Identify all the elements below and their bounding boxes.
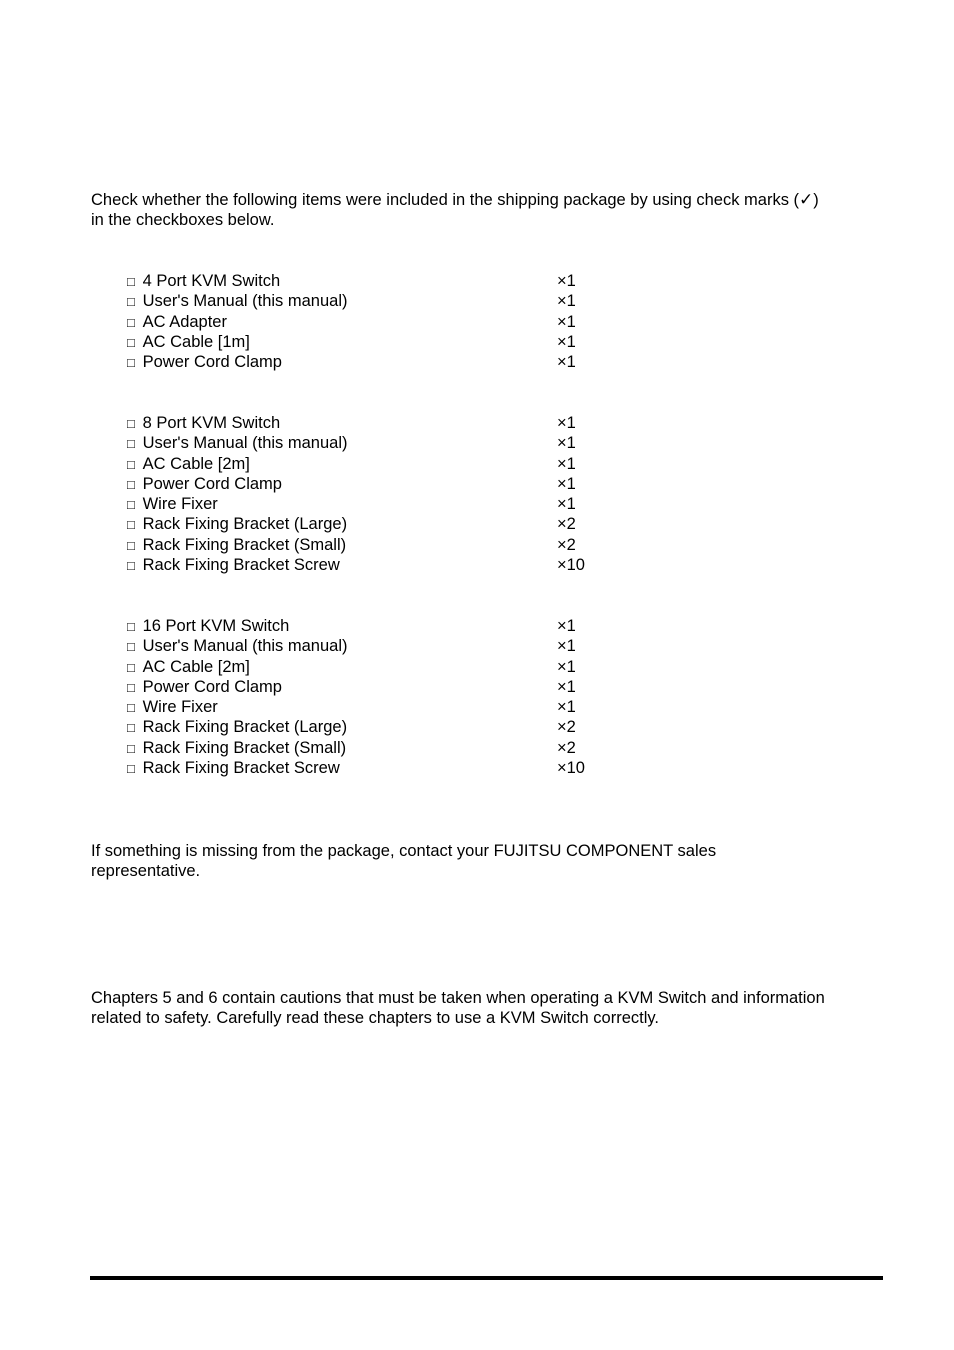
checkbox-icon[interactable]: □ xyxy=(127,314,135,330)
item-label: Rack Fixing Bracket (Large) xyxy=(142,718,348,737)
list-item[interactable] xyxy=(127,433,647,453)
checkbox-icon[interactable]: □ xyxy=(127,456,135,472)
list-item[interactable] xyxy=(127,758,647,778)
checkbox-icon[interactable]: □ xyxy=(127,619,135,634)
check-mark-icon: ✓ xyxy=(799,190,814,209)
checkbox-icon[interactable]: □ xyxy=(127,334,135,350)
item-quantity: ×10 xyxy=(557,759,585,778)
checkbox-icon[interactable]: □ xyxy=(127,436,135,452)
checkbox-icon[interactable]: □ xyxy=(127,558,135,574)
item-label: User's Manual (this manual) xyxy=(142,434,348,453)
item-quantity: ×1 xyxy=(557,414,576,432)
list-item[interactable] xyxy=(127,413,647,433)
list-item[interactable] xyxy=(127,271,647,291)
checkbox-icon[interactable]: □ xyxy=(127,416,135,431)
item-label: User's Manual (this manual) xyxy=(142,292,348,311)
item-label: AC Cable [2m] xyxy=(142,657,250,676)
item-quantity: ×1 xyxy=(557,474,576,493)
list-item[interactable] xyxy=(127,657,647,677)
item-label: 8 Port KVM Switch xyxy=(142,414,281,432)
item-label: 16 Port KVM Switch xyxy=(142,617,290,635)
checkbox-icon[interactable]: □ xyxy=(127,355,135,371)
item-quantity: ×1 xyxy=(557,637,576,656)
checkbox-icon[interactable]: □ xyxy=(127,476,135,492)
list-item[interactable] xyxy=(127,636,647,656)
list-item[interactable] xyxy=(127,474,647,494)
item-quantity: ×1 xyxy=(557,312,576,331)
list-item[interactable] xyxy=(127,697,647,717)
item-quantity: ×1 xyxy=(557,657,576,676)
item-quantity: ×1 xyxy=(557,272,576,290)
list-item[interactable] xyxy=(127,677,647,697)
intro-paragraph xyxy=(91,190,881,230)
item-quantity: ×1 xyxy=(557,434,576,453)
missing-line-2: representative. xyxy=(91,862,201,880)
checkbox-icon[interactable]: □ xyxy=(127,639,135,655)
list-item[interactable] xyxy=(127,312,647,332)
list-item[interactable] xyxy=(127,352,647,372)
item-label: Rack Fixing Bracket (Small) xyxy=(142,738,347,757)
package-list-4-port xyxy=(127,271,647,372)
item-label: Power Cord Clamp xyxy=(142,474,282,493)
item-quantity: ×2 xyxy=(557,718,576,737)
list-item[interactable] xyxy=(127,738,647,758)
intro-line-2: in the checkboxes below. xyxy=(91,211,275,229)
item-label: AC Cable [2m] xyxy=(142,454,250,473)
item-label: Rack Fixing Bracket (Small) xyxy=(142,535,347,554)
item-quantity: ×1 xyxy=(557,454,576,473)
list-item[interactable] xyxy=(127,494,647,514)
missing-line-1: If something is missing from the package, contact your FUJITSU COMPONENT sales xyxy=(91,842,717,860)
checkbox-icon[interactable]: □ xyxy=(127,700,135,716)
item-label: 4 Port KVM Switch xyxy=(142,272,281,290)
list-item[interactable] xyxy=(127,616,647,636)
list-item[interactable] xyxy=(127,454,647,474)
item-quantity: ×10 xyxy=(557,556,585,575)
checkbox-icon[interactable]: □ xyxy=(127,679,135,695)
item-quantity: ×1 xyxy=(557,698,576,717)
missing-items-paragraph xyxy=(91,841,881,881)
checkbox-icon[interactable]: □ xyxy=(127,294,135,310)
item-quantity: ×1 xyxy=(557,677,576,696)
list-item[interactable] xyxy=(127,555,647,575)
checkbox-icon[interactable]: □ xyxy=(127,659,135,675)
checkbox-icon[interactable]: □ xyxy=(127,497,135,513)
safety-paragraph xyxy=(91,988,891,1028)
intro-line-1: Check whether the following items were included in the shipping package by using check marks (✓) xyxy=(91,190,819,209)
item-label: Wire Fixer xyxy=(142,495,218,514)
package-list-16-port xyxy=(127,616,647,778)
item-quantity: ×2 xyxy=(557,738,576,757)
checkbox-icon[interactable]: □ xyxy=(127,740,135,756)
item-quantity: ×1 xyxy=(557,617,576,635)
item-quantity: ×1 xyxy=(557,332,576,351)
item-label: Wire Fixer xyxy=(142,698,218,717)
item-quantity: ×2 xyxy=(557,535,576,554)
list-item[interactable] xyxy=(127,291,647,311)
item-label: AC Cable [1m] xyxy=(142,332,250,351)
package-list-8-port xyxy=(127,413,647,575)
item-quantity: ×1 xyxy=(557,353,576,372)
safety-line-1: Chapters 5 and 6 contain cautions that must be taken when operating a KVM Switch and information xyxy=(91,989,825,1007)
checkbox-icon[interactable]: □ xyxy=(127,720,135,736)
item-quantity: ×2 xyxy=(557,515,576,534)
item-label: Power Cord Clamp xyxy=(142,677,282,696)
safety-line-2: related to safety. Carefully read these chapters to use a KVM Switch correctly. xyxy=(91,1009,659,1027)
list-item[interactable] xyxy=(127,514,647,534)
checkbox-icon[interactable]: □ xyxy=(127,517,135,533)
item-label: Rack Fixing Bracket (Large) xyxy=(142,515,348,534)
footer-divider xyxy=(90,1276,883,1280)
list-item[interactable] xyxy=(127,332,647,352)
item-label: User's Manual (this manual) xyxy=(142,637,348,656)
list-item[interactable] xyxy=(127,717,647,737)
item-quantity: ×1 xyxy=(557,495,576,514)
item-label: Rack Fixing Bracket Screw xyxy=(142,556,340,575)
list-item[interactable] xyxy=(127,535,647,555)
item-label: Power Cord Clamp xyxy=(142,353,282,372)
checkbox-icon[interactable]: □ xyxy=(127,274,135,289)
checkbox-icon[interactable]: □ xyxy=(127,761,135,777)
item-label: AC Adapter xyxy=(142,312,227,331)
item-quantity: ×1 xyxy=(557,292,576,311)
item-label: Rack Fixing Bracket Screw xyxy=(142,759,340,778)
checkbox-icon[interactable]: □ xyxy=(127,537,135,553)
